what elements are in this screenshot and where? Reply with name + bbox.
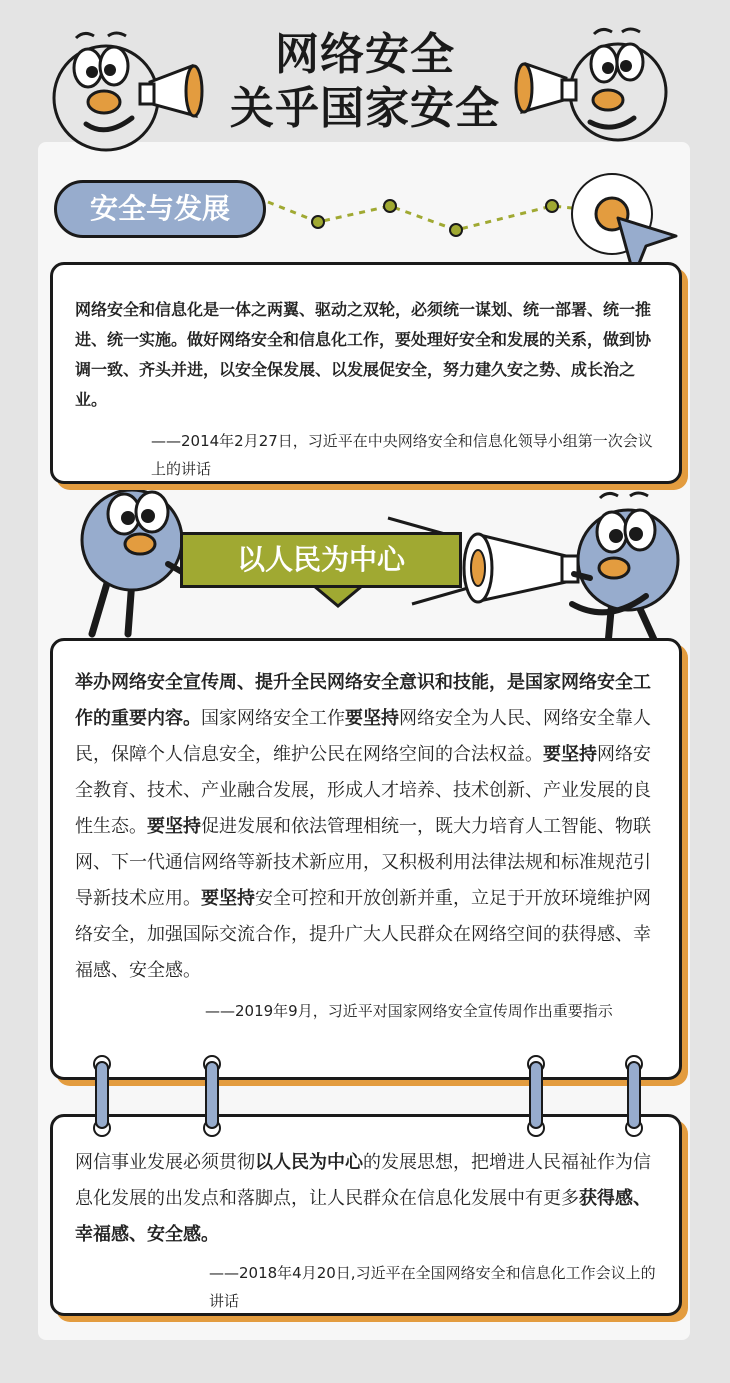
quote-source: ——2019年9月，习近平对国家网络安全宣传周作出重要指示 (205, 1002, 613, 1020)
quote-source: ——2018年4月20日,习近平在全国网络安全和信息化工作会议上的讲话 (209, 1264, 656, 1310)
quote-source: ——2014年2月27日，习近平在中央网络安全和信息化领导小组第一次会议上的讲话 (151, 432, 653, 478)
body-text: 安全可控和开放创新并重，立足于开放环境维护网络安全，加强国际交流合作，提升广大人民群众在网络空间的获得感、幸福感、安全感。 (75, 888, 651, 981)
body-text: 的发展思想，把增进人民福祉作为信息化发展的出发点和落脚点，让人民群众在信息化发展中有更多 (75, 1152, 651, 1209)
body-text: 网信事业发展必须贯彻 (75, 1152, 255, 1173)
body-text: 国家网络安全工作 (201, 708, 345, 729)
ring-4 (626, 1056, 642, 1136)
ring-3 (528, 1056, 544, 1136)
bold-text: 举办网络安全宣传周、提升全民网络安全意识和技能，是国家网络安全工作的重要内容。 (75, 672, 651, 729)
bold-text: 获得感、幸福感、安全感。 (75, 1188, 651, 1245)
section-heading-security-development: 安全与发展 (54, 180, 266, 238)
body-text: 网络安全为人民、网络安全靠人民，保障个人信息安全，维护公民在网络空间的合法权益。 (75, 708, 651, 765)
title-line-2: 关乎国家安全 (230, 83, 500, 134)
bold-text: 要坚持 (345, 708, 399, 729)
bold-text: 要坚持 (543, 744, 597, 765)
body-text: 网络安全教育、技术、产业融合发展，形成人才培养、技术创新、产业发展的良性生态。 (75, 744, 651, 837)
title-line-1: 网络安全 (275, 29, 455, 80)
quote-text: 网络安全和信息化是一体之两翼、驱动之双轮，必须统一谋划、统一部署、统一推进、统一实施。做好网络安全和信息化工作，要处理好安全和发展的关系，做到协调一致、齐头并进，以安全保发展、以发展促安全，努力建久安之势、成长治之业。 (75, 300, 652, 409)
bold-text: 以人民为中心 (255, 1152, 363, 1173)
ring-2 (204, 1056, 220, 1136)
ring-1 (94, 1056, 110, 1136)
bold-text: 要坚持 (201, 888, 255, 909)
body-text: 促进发展和依法管理相统一，既大力培育人工智能、物联网、下一代通信网络等新技术新应用，又积极利用法律法规和标准规范引导新技术应用。 (75, 816, 651, 909)
bold-text: 要坚持 (147, 816, 201, 837)
section-heading-people-centered: 以人民为中心 (180, 532, 462, 588)
